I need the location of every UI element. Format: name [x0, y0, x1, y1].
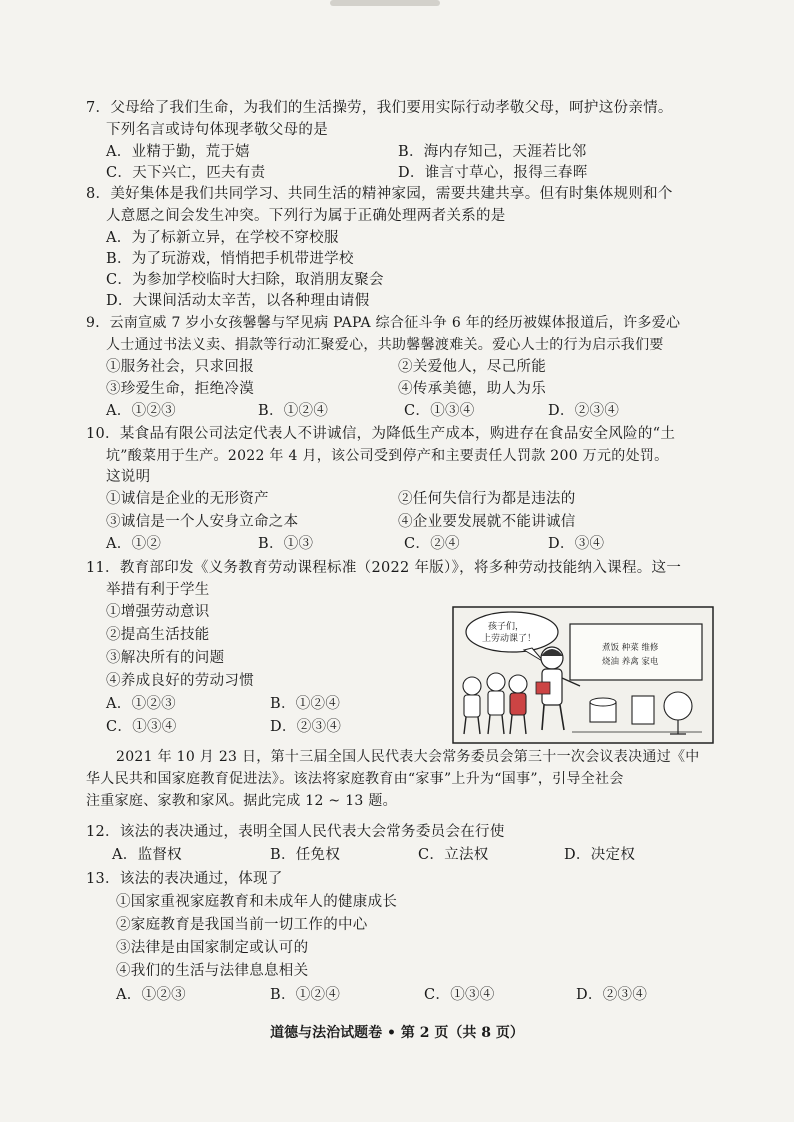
q8-option-b: B．为了玩游戏，悄悄把手机带进学校 — [106, 251, 354, 267]
q13-statement-1: ①国家重视家庭教育和未成年人的健康成长 — [116, 894, 398, 910]
q11-statement-2: ②提高生活技能 — [106, 627, 210, 643]
q10-stem-line3: 这说明 — [106, 469, 151, 485]
q9-statement-3: ③珍爱生命，拒绝冷漠 — [106, 381, 254, 397]
q9-option-d: D．②③④ — [548, 403, 620, 419]
top-smudge — [330, 0, 440, 6]
q13-option-a: A．①②③ — [116, 987, 186, 1003]
q10-option-d: D．③④ — [548, 536, 605, 552]
q13-statement-4: ④我们的生活与法律息息相关 — [116, 963, 309, 979]
q7-stem-line2: 下列名言或诗句体现孝敬父母的是 — [106, 122, 328, 138]
q9-statement-1: ①服务社会，只求回报 — [106, 359, 254, 375]
q11-option-c: C．①③④ — [106, 719, 177, 735]
q10-statement-3: ③诚信是一个人安身立命之本 — [106, 514, 299, 530]
q7-option-a: A．业精于勤，荒于嬉 — [106, 144, 250, 160]
bubble-line2: 上劳动课了！ — [482, 634, 537, 644]
q13-statement-3: ③法律是由国家制定或认可的 — [116, 940, 309, 956]
q13-option-c: C．①③④ — [424, 987, 495, 1003]
q13-option-b: B．①②④ — [270, 987, 341, 1003]
board-text-line1: 煮饭 种菜 维修 — [602, 643, 659, 653]
q10-statement-1: ①诚信是企业的无形资产 — [106, 491, 269, 507]
q7-stem-line1: 7．父母给了我们生命，为我们的生活操劳，我们要用实际行动孝敬父母，呵护这份亲情。 — [86, 100, 673, 116]
q9-statement-4: ④传承美德，助人为乐 — [398, 381, 546, 397]
q10-stem-line2: 坑”酸菜用于生产。2022 年 4 月，该公司受到停产和主要责任人罚款 200 万元的处罚。 — [106, 448, 669, 464]
q11-option-d: D．②③④ — [270, 719, 342, 735]
q7-option-d: D．谁言寸草心，报得三春晖 — [398, 165, 588, 181]
q11-option-b: B．①②④ — [270, 696, 341, 712]
q10-option-c: C．②④ — [404, 536, 460, 552]
q8-option-c: C．为参加学校临时大扫除，取消朋友聚会 — [106, 272, 384, 288]
q13-option-d: D．②③④ — [576, 987, 648, 1003]
q10-stem-line1: 10．某食品有限公司法定代表人不讲诚信，为降低生产成本，购进存在食品安全风险的“土 — [86, 426, 676, 442]
labor-class-cartoon — [452, 606, 714, 744]
q13-stem: 13．该法的表决通过，体现了 — [86, 871, 283, 887]
q11-stem-line1: 11．教育部印发《义务教育劳动课程标准（2022 年版）》，将多种劳动技能纳入课程。这一 — [86, 560, 682, 576]
q12-option-d: D．决定权 — [564, 847, 636, 863]
q12-option-b: B．任免权 — [270, 847, 341, 863]
q9-statement-2: ②关爱他人，尽己所能 — [398, 359, 546, 375]
passage-line1: 2021 年 10 月 23 日，第十三届全国人民代表大会常务委员会第三十一次会议表决通过《中 — [116, 749, 700, 765]
q9-option-c: C．①③④ — [404, 403, 475, 419]
bubble-line1: 孩子们， — [488, 622, 525, 632]
q9-option-a: A．①②③ — [106, 403, 176, 419]
q10-option-b: B．①③ — [258, 536, 314, 552]
q7-option-b: B．海内存知己，天涯若比邻 — [398, 144, 587, 160]
passage-line2: 华人民共和国家庭教育促进法》。该法将家庭教育由“家事”上升为“国事”，引导全社会 — [86, 771, 624, 787]
speech-bubble — [466, 612, 558, 652]
q10-statement-4: ④企业要发展就不能讲诚信 — [398, 514, 576, 530]
q8-stem-line2: 人意愿之间会发生冲突。下列行为属于正确处理两者关系的是 — [106, 208, 506, 224]
page-footer: 道德与法治试题卷 • 第 2 页（共 8 页） — [270, 1025, 524, 1041]
q11-option-a: A．①②③ — [106, 696, 176, 712]
q8-option-a: A．为了标新立异，在学校不穿校服 — [106, 230, 339, 246]
q11-statement-3: ③解决所有的问题 — [106, 650, 225, 666]
q12-stem: 12．该法的表决通过，表明全国人民代表大会常务委员会在行使 — [86, 824, 505, 840]
q9-stem-line2: 人士通过书法义卖、捐款等行动汇聚爱心，共助馨馨渡难关。爱心人士的行为启示我们要 — [106, 337, 664, 353]
q9-stem-line1: 9．云南宣威 7 岁小女孩馨馨与罕见病 PAPA 综合征斗争 6 年的经历被媒体报道后，许多爱心 — [86, 315, 681, 331]
q12-option-c: C．立法权 — [418, 847, 489, 863]
q8-option-d: D．大课间活动太辛苦，以各种理由请假 — [106, 293, 370, 309]
q11-statement-1: ①增强劳动意识 — [106, 604, 210, 620]
passage-line3: 注重家庭、家教和家风。据此完成 12 ~ 13 题。 — [86, 793, 397, 809]
q11-stem-line2: 举措有利于学生 — [106, 582, 210, 598]
q13-statement-2: ②家庭教育是我国当前一切工作的中心 — [116, 917, 368, 933]
q8-stem-line1: 8．美好集体是我们共同学习、共同生活的精神家园，需要共建共享。但有时集体规则和个 — [86, 186, 673, 202]
q12-option-a: A．监督权 — [112, 847, 182, 863]
board-text-line2: 烧油 养禽 家电 — [602, 657, 659, 667]
q10-option-a: A．①② — [106, 536, 162, 552]
q9-option-b: B．①②④ — [258, 403, 329, 419]
q7-option-c: C．天下兴亡，匹夫有责 — [106, 165, 266, 181]
q10-statement-2: ②任何失信行为都是违法的 — [398, 491, 576, 507]
q11-statement-4: ④养成良好的劳动习惯 — [106, 673, 254, 689]
